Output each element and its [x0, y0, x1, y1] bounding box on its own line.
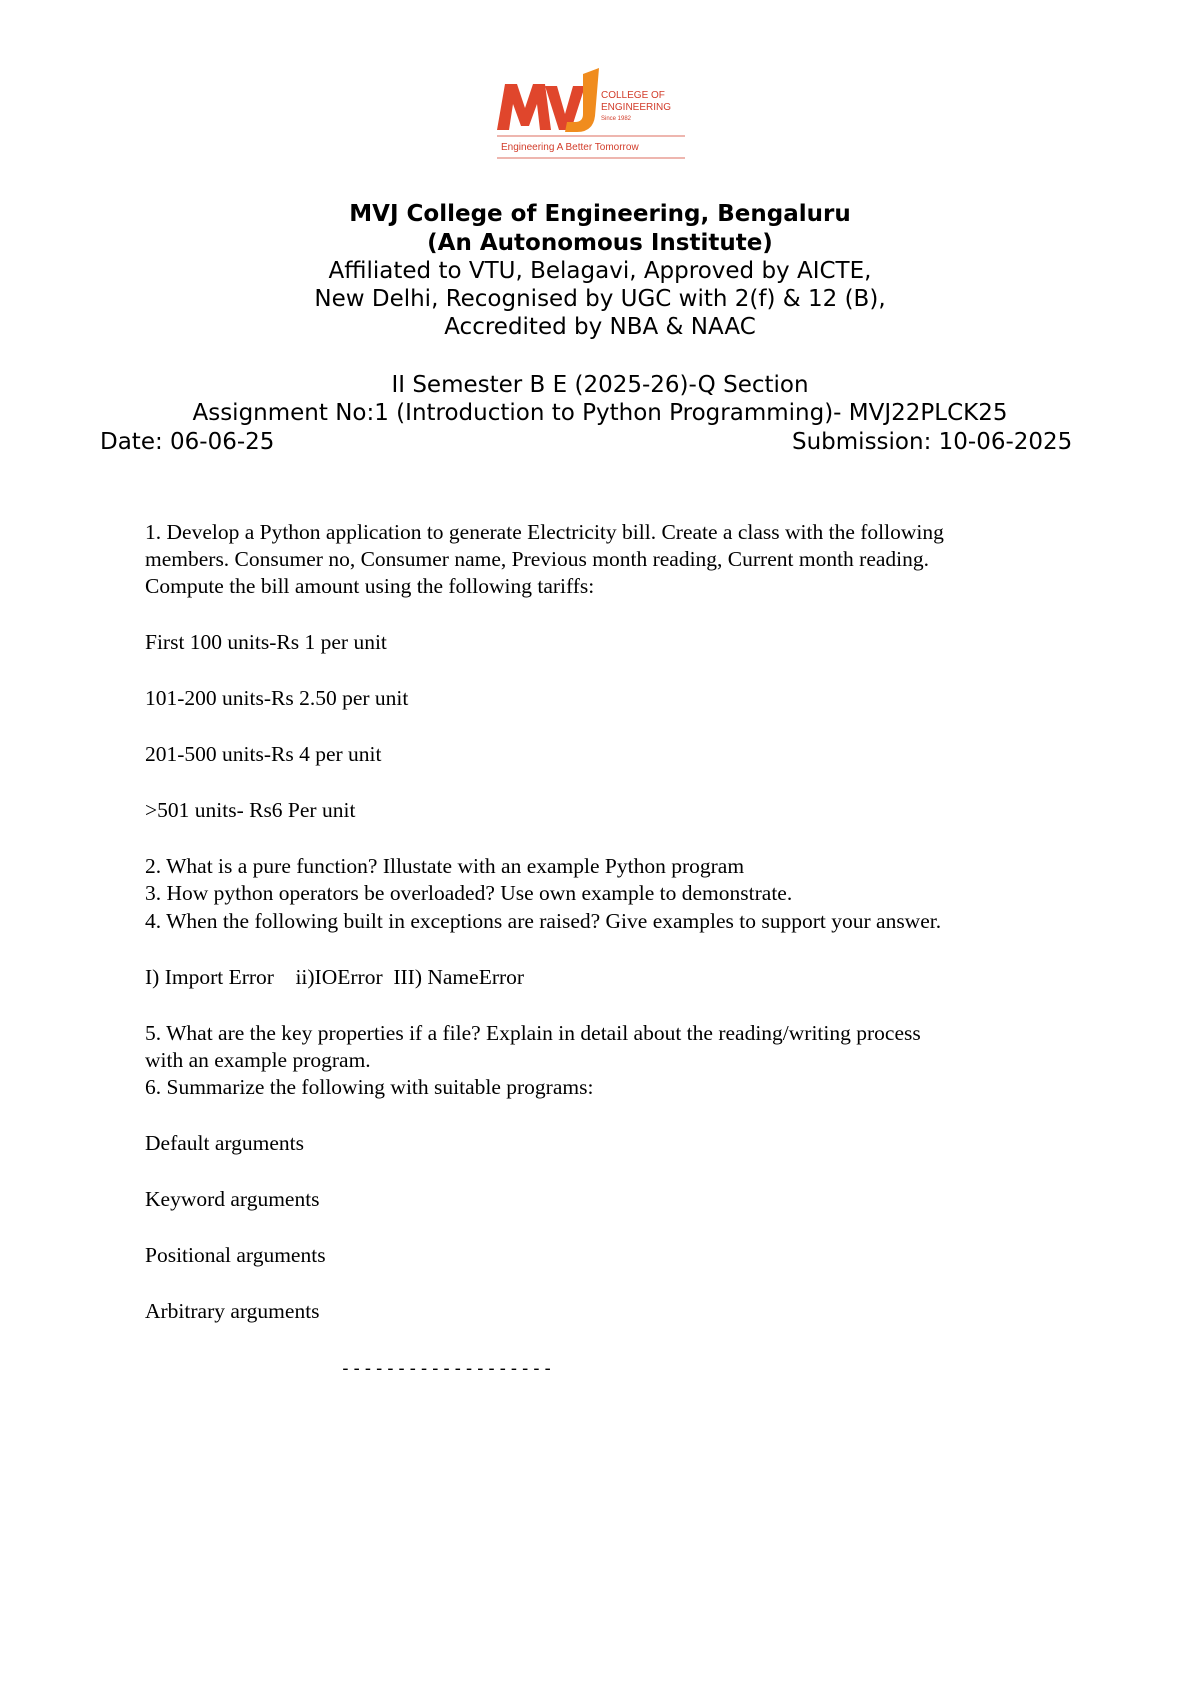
question-2: 2. What is a pure function? Illustate with an example Python program — [145, 854, 745, 878]
svg-text:ENGINEERING: ENGINEERING — [601, 102, 672, 113]
question-1-line-2: members. Consumer no, Consumer name, Previous month reading, Current month reading. — [145, 547, 930, 571]
question-1-line-3: Compute the bill amount using the following tariffs: — [145, 574, 595, 598]
exception-list: I) Import Error ii)IOError III) NameError — [145, 965, 525, 989]
affiliation-line-2: New Delhi, Recognised by UGC with 2(f) & 12 (B), — [314, 286, 886, 312]
autonomous-status: (An Autonomous Institute) — [427, 230, 773, 256]
argument-type: Positional arguments — [145, 1243, 326, 1267]
svg-text:COLLEGE OF: COLLEGE OF — [601, 90, 665, 101]
question-3: 3. How python operators be overloaded? Use own example to demonstrate. — [145, 881, 793, 905]
argument-type: Keyword arguments — [145, 1187, 320, 1211]
assignment-title: Assignment No:1 (Introduction to Python Programming)- MVJ22PLCK25 — [192, 400, 1008, 426]
affiliation-line-3: Accredited by NBA & NAAC — [444, 314, 756, 340]
question-4: 4. When the following built in exceptions are raised? Give examples to support your answer. — [145, 909, 942, 933]
tariff-item: 101-200 units-Rs 2.50 per unit — [145, 686, 409, 710]
question-5-line-1: 5. What are the key properties if a file? Explain in detail about the reading/writing process — [145, 1021, 921, 1045]
issue-date: Date: 06-06-25 — [100, 429, 275, 455]
argument-type: Arbitrary arguments — [145, 1299, 320, 1323]
argument-type: Default arguments — [145, 1131, 305, 1155]
tariff-item: 201-500 units-Rs 4 per unit — [145, 742, 382, 766]
question-6: 6. Summarize the following with suitable programs: — [145, 1075, 594, 1099]
tariff-item: First 100 units-Rs 1 per unit — [145, 630, 387, 654]
svg-text:Engineering A Better Tomorrow: Engineering A Better Tomorrow — [501, 142, 639, 153]
tariff-item: >501 units- Rs6 Per unit — [145, 798, 356, 822]
college-logo — [495, 68, 687, 164]
college-name: MVJ College of Engineering, Bengaluru — [349, 201, 851, 227]
semester-line: II Semester B E (2025-26)-Q Section — [391, 372, 809, 398]
end-marker: ------------------- — [340, 1358, 554, 1379]
submission-date: Submission: 10-06-2025 — [792, 429, 1073, 455]
question-5-line-2: with an example program. — [145, 1048, 371, 1072]
svg-text:Since 1982: Since 1982 — [601, 116, 632, 122]
question-1-line-1: 1. Develop a Python application to generate Electricity bill. Create a class with the following — [145, 520, 944, 544]
affiliation-line-1: Affiliated to VTU, Belagavi, Approved by AICTE, — [328, 258, 872, 284]
